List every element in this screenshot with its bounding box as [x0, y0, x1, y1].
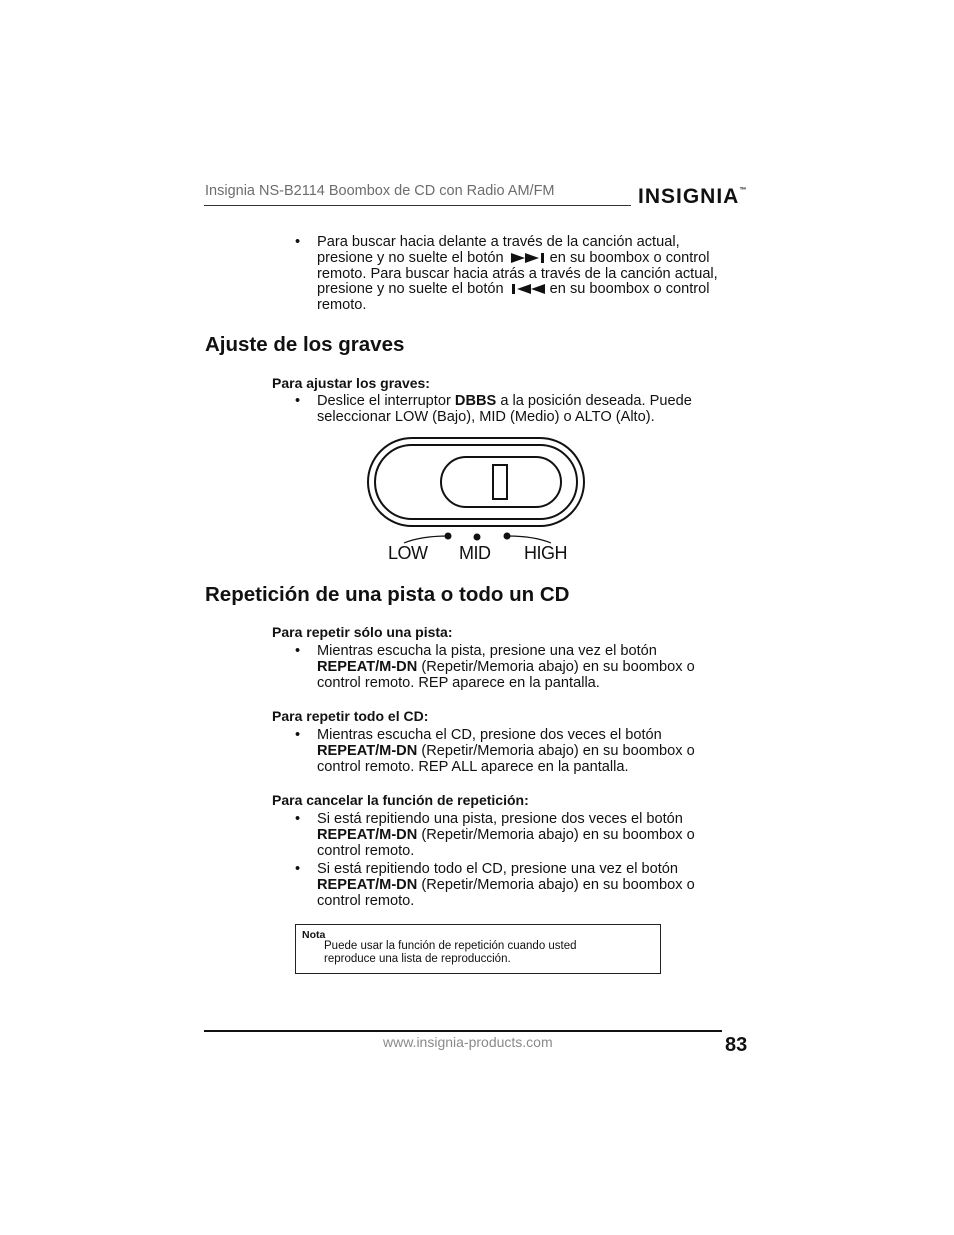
subheading-repeat-one: Para repetir sólo una pista: [272, 624, 453, 640]
bullet-dot: • [295, 861, 301, 877]
text-line [317, 660, 747, 676]
text-line: remoto. Para buscar hacia atrás a través de la canción actual, [317, 265, 718, 282]
text-line: seleccionar LOW (Bajo), MID (Medio) o ALTO (Alto). [317, 408, 655, 425]
header-title: Insignia NS-B2114 Boombox de CD con Radio AM/FM [205, 183, 555, 199]
text-segment: en su boombox o control [549, 281, 710, 298]
bullet-dot: • [295, 234, 301, 250]
dbbs-switch-diagram [366, 436, 588, 571]
text-line [317, 878, 747, 894]
note-body [324, 940, 577, 965]
section-heading-bass: Ajuste de los graves [205, 333, 405, 356]
bullet-dot: • [295, 811, 301, 827]
subheading-repeat-all: Para repetir todo el CD: [272, 708, 429, 724]
switch-label-low: LOW [388, 543, 428, 563]
text-line: control remoto. REP aparece en la pantalla. [317, 674, 600, 691]
note-title: Nota [302, 929, 326, 941]
repeat-one-bullet [295, 643, 747, 691]
text-line: Mientras escucha el CD, presione dos veces el botón [317, 727, 662, 743]
switch-label-mid: MID [459, 543, 491, 563]
text-line: Si está repitiendo todo el CD, presione una vez el botón [317, 861, 679, 877]
text-line [317, 394, 747, 410]
cancel-track-bullet [295, 811, 747, 859]
text-segment: presione y no suelte el botón [317, 281, 504, 298]
intro-bullet [295, 234, 747, 314]
text-line: Mientras escucha la pista, presione una vez el botón [317, 643, 657, 659]
note-box [295, 924, 661, 974]
repeat-button-label: REPEAT/M-DN [317, 826, 418, 843]
text-line: control remoto. REP ALL aparece en la pantalla. [317, 758, 629, 775]
section-heading-repeat: Repetición de una pista o todo un CD [205, 583, 570, 606]
rewind-icon [511, 283, 547, 295]
text-segment: a la posición deseada. Puede [500, 393, 692, 409]
text-line: control remoto. [317, 892, 415, 909]
bullet-dot: • [295, 393, 301, 409]
footer-url: www.insignia-products.com [383, 1034, 553, 1050]
note-line: Puede usar la función de repetición cuando usted [324, 940, 577, 952]
note-line: reproduce una lista de reproducción. [324, 952, 511, 965]
bass-bullet [295, 393, 747, 426]
text-line [317, 282, 747, 298]
text-segment: (Repetir/Memoria abajo) en su boombox o [421, 826, 695, 843]
repeat-button-label: REPEAT/M-DN [317, 742, 418, 759]
text-line [317, 251, 747, 267]
text-line: Para buscar hacia delante a través de la canción actual, [317, 234, 680, 250]
text-line [317, 828, 747, 844]
switch-label-high: HIGH [524, 543, 567, 563]
bullet-dot: • [295, 727, 301, 743]
repeat-button-label: REPEAT/M-DN [317, 876, 418, 893]
logo-text: INSIGNIA [638, 185, 740, 208]
text-line: Si está repitiendo una pista, presione dos veces el botón [317, 811, 683, 827]
logo-trademark: ™ [739, 187, 747, 194]
text-segment: presione y no suelte el botón [317, 249, 504, 266]
footer-rule [204, 1030, 722, 1032]
subheading-cancel-repeat: Para cancelar la función de repetición: [272, 792, 529, 808]
text-line: control remoto. [317, 842, 415, 859]
repeat-button-label: REPEAT/M-DN [317, 658, 418, 675]
cancel-cd-bullet [295, 861, 747, 909]
insignia-logo [638, 185, 746, 209]
dbbs-label: DBBS [454, 393, 497, 409]
fast-forward-icon [511, 252, 547, 264]
header-rule [204, 205, 631, 206]
text-segment: (Repetir/Memoria abajo) en su boombox o [421, 658, 695, 675]
repeat-all-bullet [295, 727, 747, 775]
text-segment: Deslice el interruptor [317, 393, 451, 409]
text-segment: (Repetir/Memoria abajo) en su boombox o [421, 742, 695, 759]
page-number: 83 [725, 1034, 748, 1056]
text-segment: en su boombox o control [549, 249, 710, 266]
bullet-dot: • [295, 643, 301, 659]
subheading-adjust-bass: Para ajustar los graves: [272, 375, 430, 391]
text-line: remoto. [317, 297, 367, 314]
text-segment: (Repetir/Memoria abajo) en su boombox o [421, 876, 695, 893]
text-line [317, 744, 747, 760]
